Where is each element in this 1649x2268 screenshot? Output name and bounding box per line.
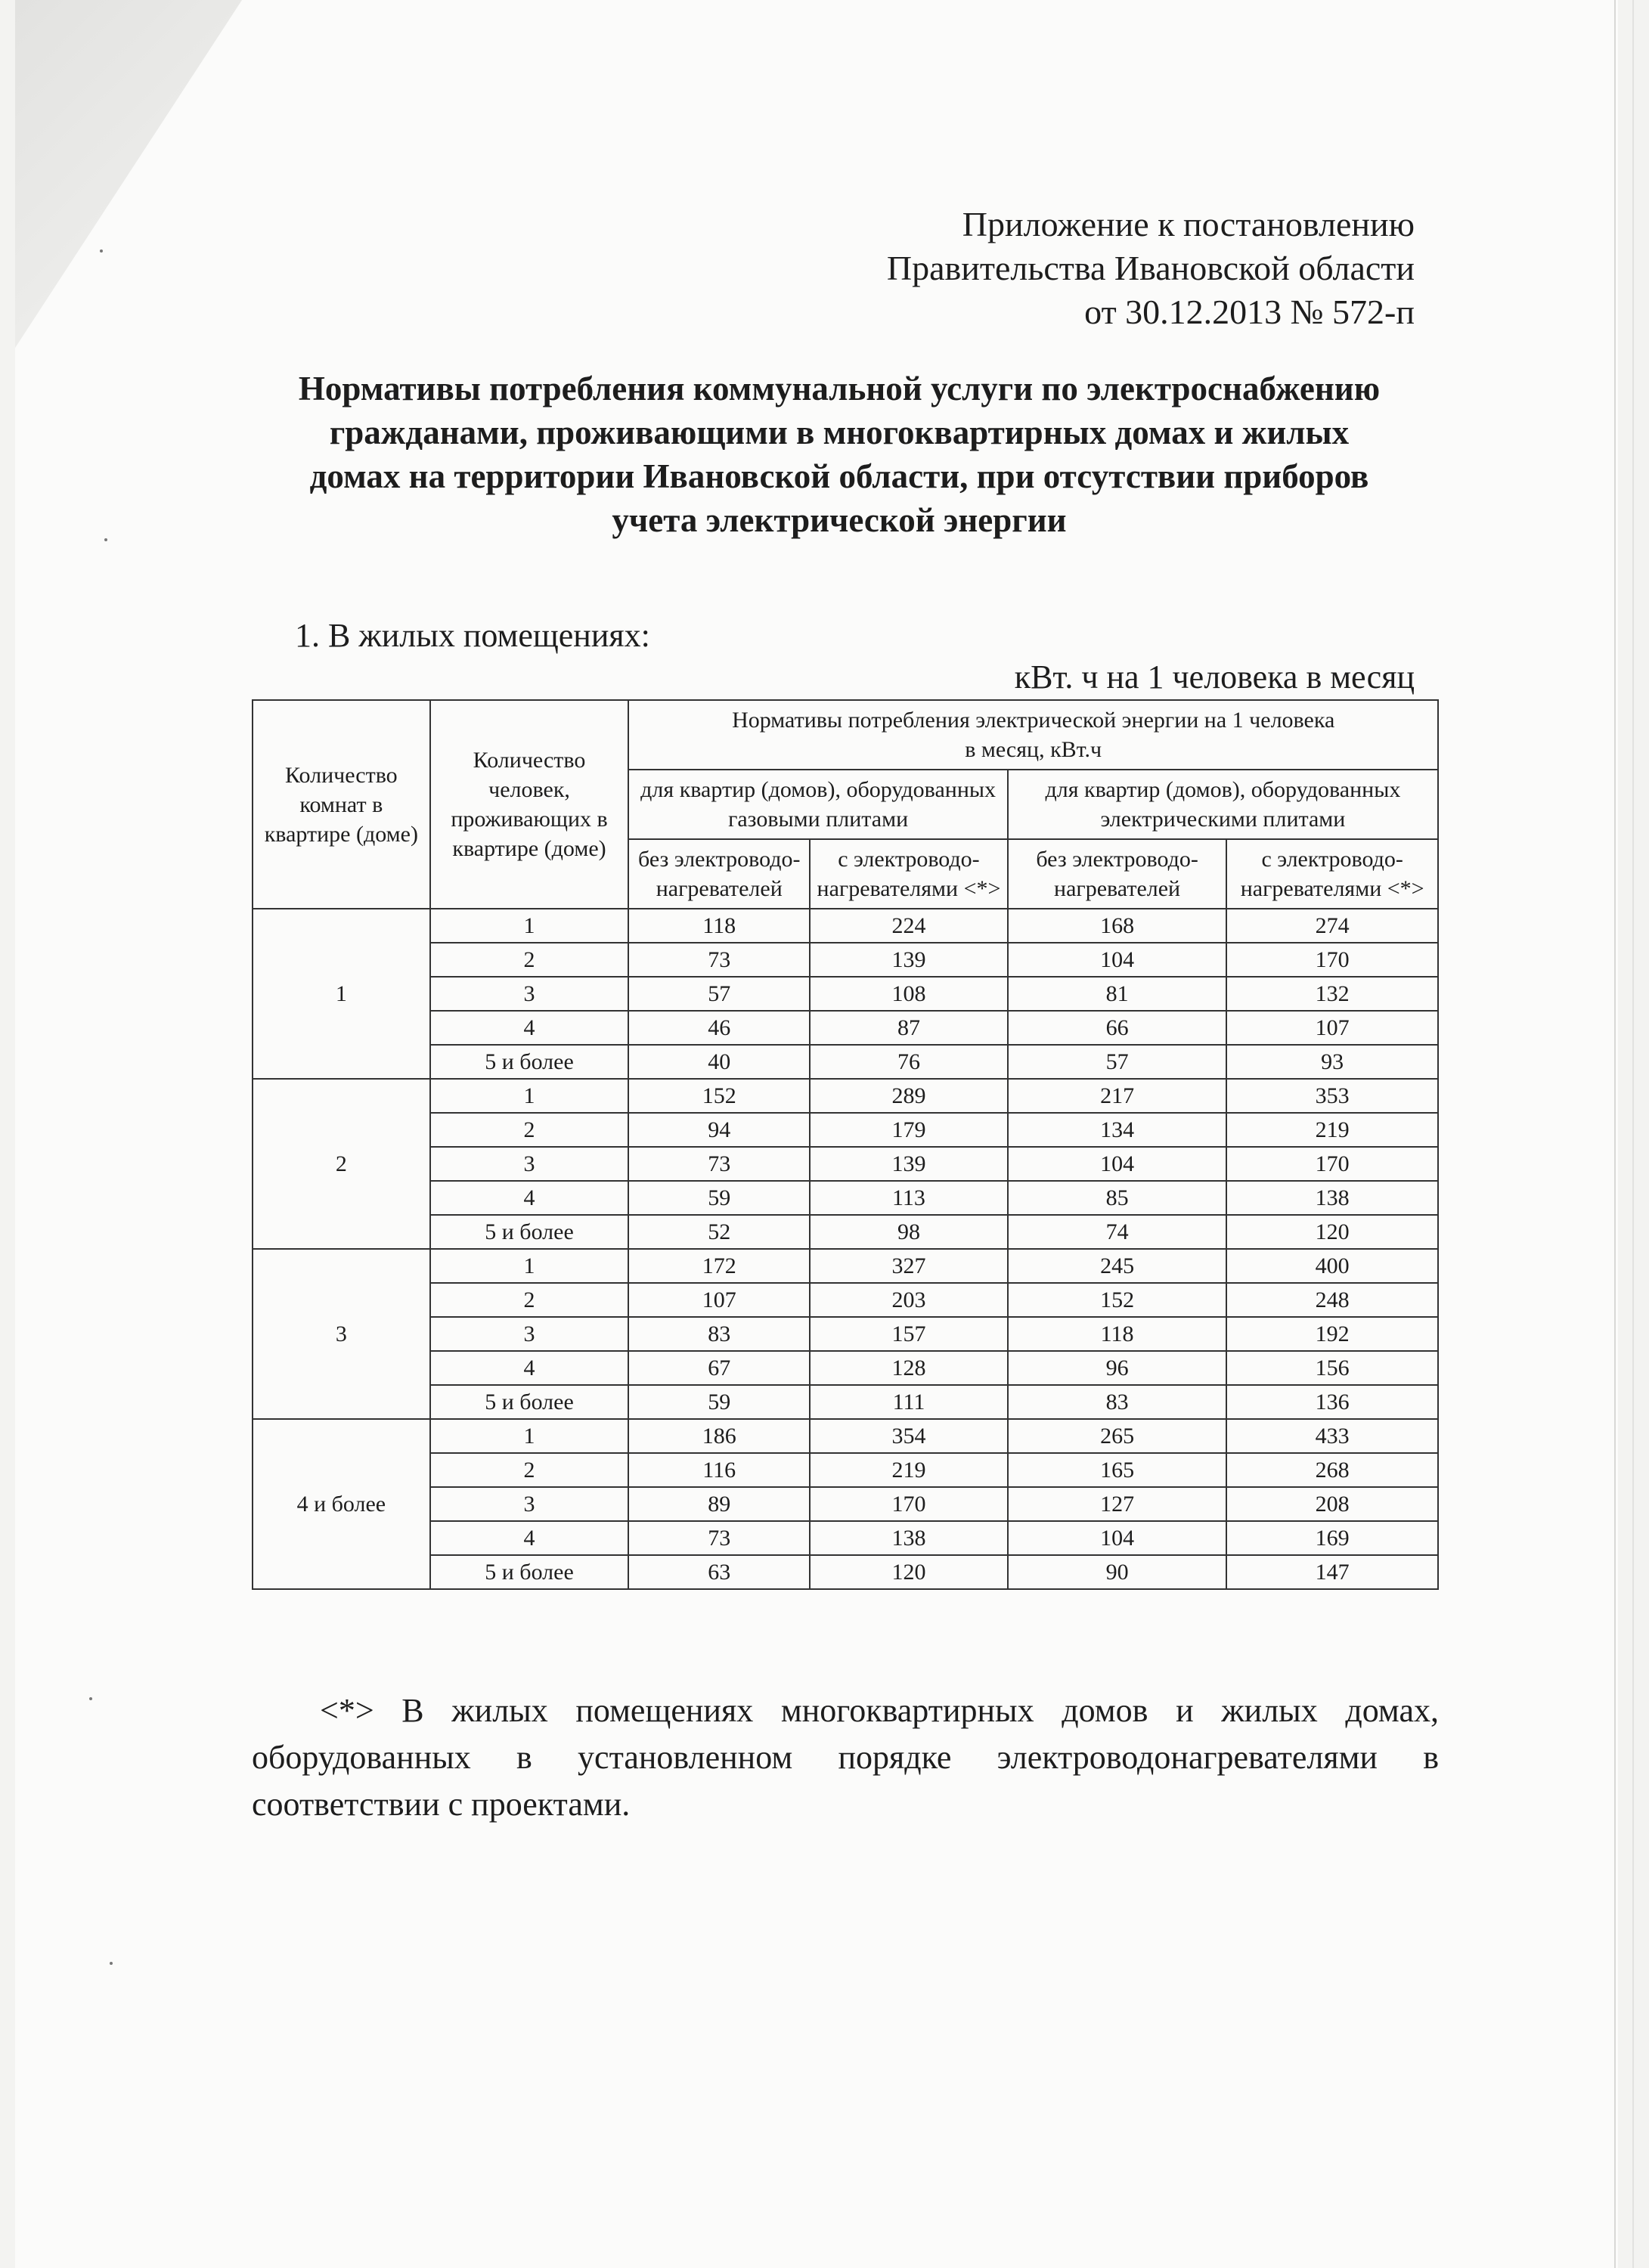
people-cell: 3 (430, 1147, 629, 1181)
gas-without-cell: 89 (628, 1487, 810, 1521)
header-norms (628, 700, 1438, 770)
header-people: Количество человек, проживающих в квартире (доме) (430, 700, 629, 909)
table-row (253, 1555, 1438, 1589)
table-row (253, 1283, 1438, 1317)
gas-with-cell: 138 (810, 1521, 1008, 1555)
gas-without-cell: 63 (628, 1555, 810, 1589)
gas-with-cell: 128 (810, 1351, 1008, 1385)
table-row (253, 1215, 1438, 1249)
gas-with-cell: 327 (810, 1249, 1008, 1283)
header-norms-line-1: Нормативы потребления электрической энергии на 1 человека (732, 708, 1335, 733)
header-norms-line-2: в месяц, кВт.ч (965, 737, 1102, 762)
people-cell: 1 (430, 909, 629, 943)
table-row (253, 1521, 1438, 1555)
people-cell: 3 (430, 977, 629, 1011)
table-row (253, 1147, 1438, 1181)
section-heading: 1. В жилых помещениях: (295, 617, 650, 654)
electric-without-cell: 245 (1008, 1249, 1227, 1283)
gas-with-cell: 120 (810, 1555, 1008, 1589)
people-cell: 5 и более (430, 1555, 629, 1589)
electric-with-cell: 192 (1226, 1317, 1438, 1351)
header-line-2: Правительства Ивановской области (886, 249, 1415, 287)
header-gas-without-heaters: без электроводо-нагревателей (628, 839, 810, 909)
title-line-1: Нормативы потребления коммунальной услуги по электроснабжению (298, 370, 1381, 407)
electric-without-cell: 74 (1008, 1215, 1227, 1249)
gas-without-cell: 40 (628, 1045, 810, 1079)
electric-with-cell: 93 (1226, 1045, 1438, 1079)
electric-without-cell: 152 (1008, 1283, 1227, 1317)
electric-with-cell: 170 (1226, 943, 1438, 977)
electric-without-cell: 127 (1008, 1487, 1227, 1521)
people-cell: 5 и более (430, 1215, 629, 1249)
footnote: <*> В жилых помещениях многоквартирных домов и жилых домах, оборудованных в установленном порядке электроводонагревателями в соответствии с проектами. (252, 1692, 1439, 1823)
table-row (253, 1385, 1438, 1419)
electric-with-cell: 138 (1226, 1181, 1438, 1215)
scan-speck (104, 538, 107, 541)
electric-without-cell: 104 (1008, 1521, 1227, 1555)
page-edge-lines (1614, 0, 1634, 2268)
title-line-2: гражданами, проживающими в многоквартирных домах и жилых (329, 414, 1350, 451)
electric-without-cell: 85 (1008, 1181, 1227, 1215)
electric-without-cell: 118 (1008, 1317, 1227, 1351)
electric-with-cell: 208 (1226, 1487, 1438, 1521)
electric-with-cell: 274 (1226, 909, 1438, 943)
people-cell: 2 (430, 943, 629, 977)
header-line-3: от 30.12.2013 № 572-п (1084, 293, 1415, 331)
gas-with-cell: 87 (810, 1011, 1008, 1045)
table-row (253, 1351, 1438, 1385)
people-cell: 2 (430, 1283, 629, 1317)
norms-table (252, 699, 1439, 1590)
gas-with-cell: 219 (810, 1453, 1008, 1487)
electric-with-cell: 132 (1226, 977, 1438, 1011)
header-rooms: Количество комнат в квартире (доме) (253, 700, 430, 909)
header-gas-stoves: для квартир (домов), оборудованных газовыми плитами (628, 770, 1007, 839)
electric-with-cell: 107 (1226, 1011, 1438, 1045)
electric-without-cell: 104 (1008, 943, 1227, 977)
gas-with-cell: 289 (810, 1079, 1008, 1113)
header-gas-with-heaters: с электроводо-нагревателями <*> (810, 839, 1008, 909)
header-line-1: Приложение к постановлению (962, 205, 1415, 243)
electric-with-cell: 136 (1226, 1385, 1438, 1419)
gas-with-cell: 139 (810, 943, 1008, 977)
gas-without-cell: 73 (628, 1521, 810, 1555)
electric-without-cell: 217 (1008, 1079, 1227, 1113)
people-cell: 2 (430, 1453, 629, 1487)
scan-speck (89, 1697, 92, 1700)
gas-without-cell: 57 (628, 977, 810, 1011)
electric-without-cell: 165 (1008, 1453, 1227, 1487)
table-row (253, 1317, 1438, 1351)
gas-with-cell: 98 (810, 1215, 1008, 1249)
people-cell: 2 (430, 1113, 629, 1147)
electric-without-cell: 134 (1008, 1113, 1227, 1147)
table-row (253, 1419, 1438, 1453)
title-line-4: учета электрической энергии (612, 501, 1067, 539)
electric-with-cell: 120 (1226, 1215, 1438, 1249)
gas-with-cell: 203 (810, 1283, 1008, 1317)
title-line-3: домах на территории Ивановской области, при отсутствии приборов (309, 457, 1369, 495)
people-cell: 5 и более (430, 1385, 629, 1419)
gas-without-cell: 59 (628, 1181, 810, 1215)
table-row (253, 909, 1438, 943)
document-title (250, 367, 1429, 542)
electric-without-cell: 104 (1008, 1147, 1227, 1181)
scan-speck (110, 1962, 113, 1965)
gas-without-cell: 83 (628, 1317, 810, 1351)
gas-with-cell: 111 (810, 1385, 1008, 1419)
table-row (253, 1453, 1438, 1487)
rooms-cell: 3 (253, 1249, 430, 1419)
electric-with-cell: 400 (1226, 1249, 1438, 1283)
gas-without-cell: 67 (628, 1351, 810, 1385)
electric-with-cell: 433 (1226, 1419, 1438, 1453)
gas-without-cell: 73 (628, 1147, 810, 1181)
gas-without-cell: 59 (628, 1385, 810, 1419)
gas-with-cell: 108 (810, 977, 1008, 1011)
table-row (253, 1113, 1438, 1147)
electric-with-cell: 169 (1226, 1521, 1438, 1555)
gas-with-cell: 224 (810, 909, 1008, 943)
people-cell: 3 (430, 1317, 629, 1351)
electric-with-cell: 353 (1226, 1079, 1438, 1113)
electric-without-cell: 57 (1008, 1045, 1227, 1079)
electric-with-cell: 156 (1226, 1351, 1438, 1385)
electric-with-cell: 170 (1226, 1147, 1438, 1181)
rooms-cell: 2 (253, 1079, 430, 1249)
electric-with-cell: 147 (1226, 1555, 1438, 1589)
people-cell: 4 (430, 1351, 629, 1385)
people-cell: 3 (430, 1487, 629, 1521)
gas-with-cell: 113 (810, 1181, 1008, 1215)
gas-without-cell: 118 (628, 909, 810, 943)
electric-with-cell: 268 (1226, 1453, 1438, 1487)
rooms-cell: 4 и более (253, 1419, 430, 1589)
scan-speck (100, 249, 103, 253)
electric-without-cell: 96 (1008, 1351, 1227, 1385)
gas-without-cell: 116 (628, 1453, 810, 1487)
gas-without-cell: 94 (628, 1113, 810, 1147)
people-cell: 1 (430, 1079, 629, 1113)
header-electric-without-heaters: без электроводо-нагревателей (1008, 839, 1227, 909)
table-row (253, 977, 1438, 1011)
table-row (253, 1181, 1438, 1215)
people-cell: 1 (430, 1249, 629, 1283)
gas-without-cell: 73 (628, 943, 810, 977)
people-cell: 4 (430, 1011, 629, 1045)
electric-without-cell: 168 (1008, 909, 1227, 943)
electric-without-cell: 81 (1008, 977, 1227, 1011)
electric-without-cell: 265 (1008, 1419, 1227, 1453)
gas-without-cell: 172 (628, 1249, 810, 1283)
gas-with-cell: 179 (810, 1113, 1008, 1147)
gas-without-cell: 186 (628, 1419, 810, 1453)
electric-without-cell: 66 (1008, 1011, 1227, 1045)
header-electric-with-heaters: с электроводо-нагревателями <*> (1226, 839, 1438, 909)
table-row (253, 1079, 1438, 1113)
units-label: кВт. ч на 1 человека в месяц (1014, 658, 1415, 696)
electric-with-cell: 248 (1226, 1283, 1438, 1317)
table-row (253, 1249, 1438, 1283)
gas-with-cell: 76 (810, 1045, 1008, 1079)
electric-with-cell: 219 (1226, 1113, 1438, 1147)
gas-without-cell: 152 (628, 1079, 810, 1113)
people-cell: 5 и более (430, 1045, 629, 1079)
table-row (253, 1045, 1438, 1079)
norms-table-body (253, 909, 1438, 1589)
electric-without-cell: 90 (1008, 1555, 1227, 1589)
gas-without-cell: 52 (628, 1215, 810, 1249)
gas-with-cell: 170 (810, 1487, 1008, 1521)
gas-with-cell: 157 (810, 1317, 1008, 1351)
people-cell: 1 (430, 1419, 629, 1453)
document-header (887, 203, 1415, 334)
table-row (253, 1011, 1438, 1045)
header-electric-stoves: для квартир (домов), оборудованных электрическими плитами (1008, 770, 1438, 839)
gas-with-cell: 139 (810, 1147, 1008, 1181)
gas-with-cell: 354 (810, 1419, 1008, 1453)
people-cell: 4 (430, 1181, 629, 1215)
electric-without-cell: 83 (1008, 1385, 1227, 1419)
table-row (253, 943, 1438, 977)
people-cell: 4 (430, 1521, 629, 1555)
table-row (253, 1487, 1438, 1521)
rooms-cell: 1 (253, 909, 430, 1079)
gas-without-cell: 46 (628, 1011, 810, 1045)
gas-without-cell: 107 (628, 1283, 810, 1317)
